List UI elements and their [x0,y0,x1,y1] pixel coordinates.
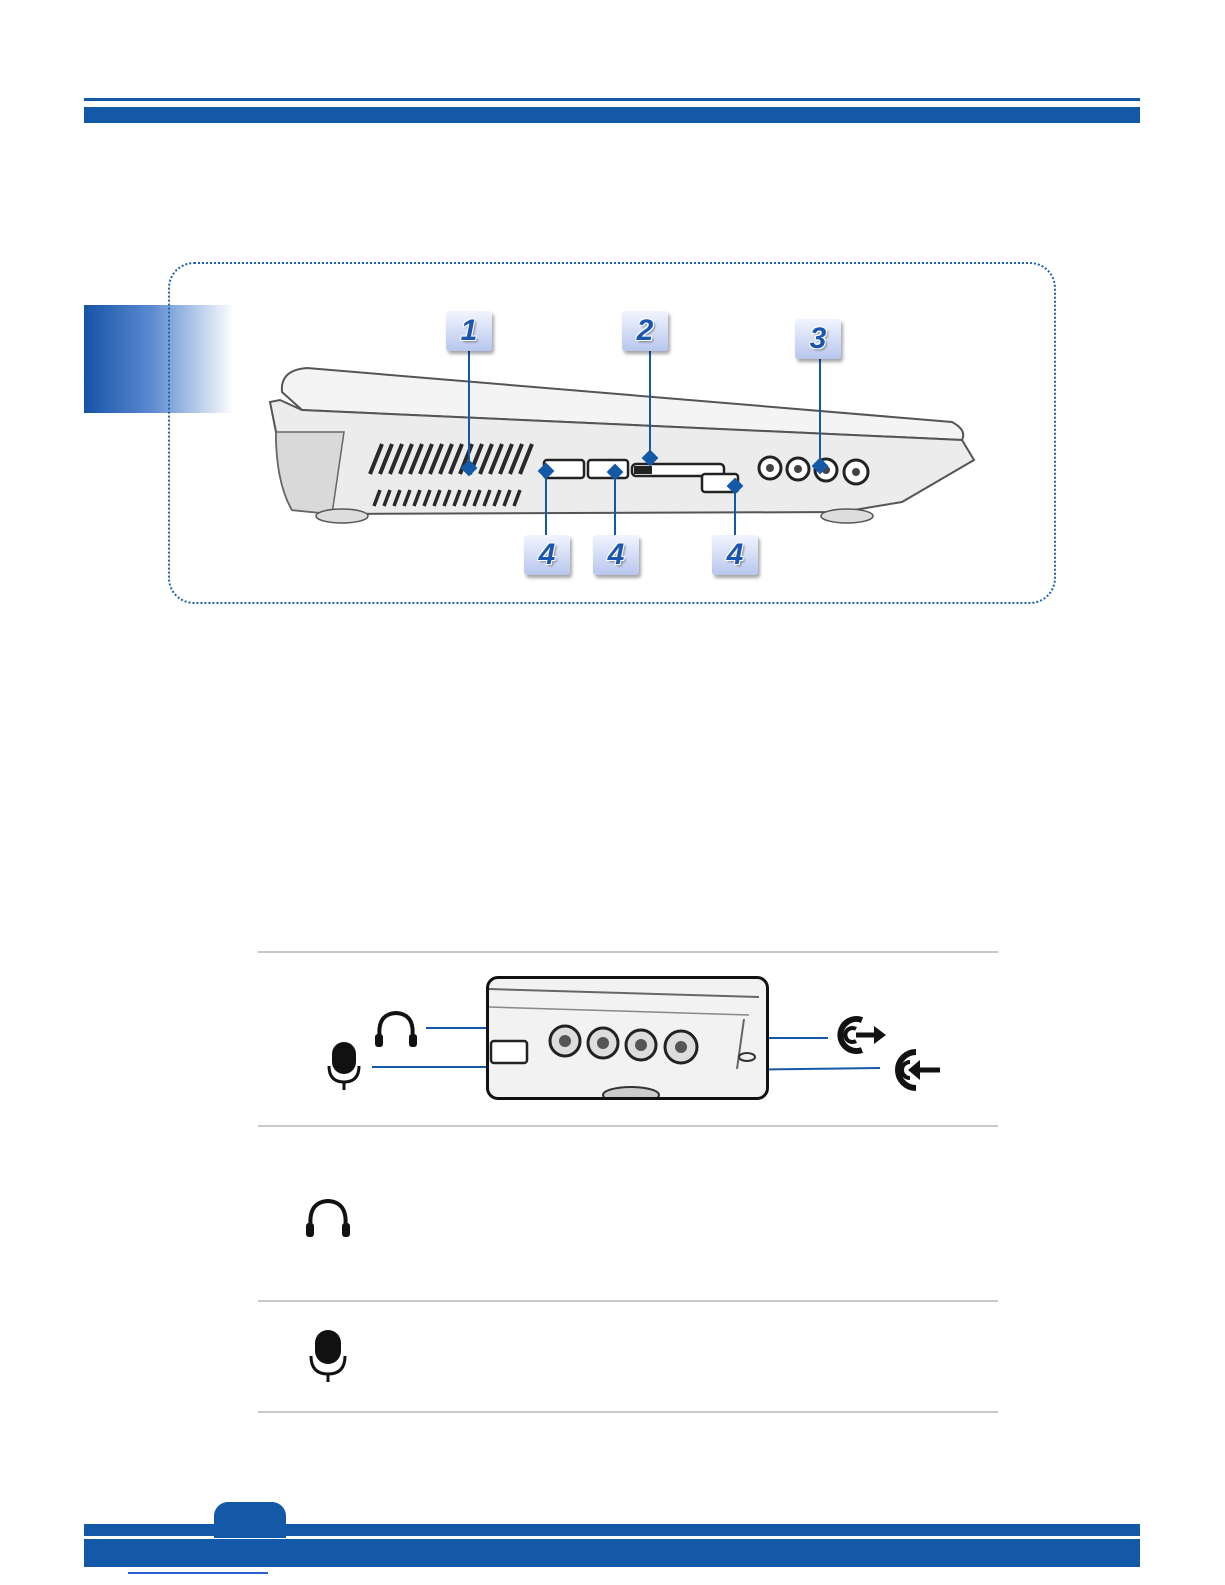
microphone-icon [326,1040,362,1092]
footer-link-underline[interactable] [128,1572,268,1574]
callout-tag-2: 2 [622,311,668,351]
table-rule [258,1125,998,1127]
usb-port [702,474,738,492]
table-row-headphone-icon [303,1196,353,1240]
callout-tag-4-usb-1: 4 [524,535,570,575]
header-rule-thin [84,98,1140,101]
usb-port [588,460,628,478]
callout-tag-4-usb-3: 4 [712,535,758,575]
footer-band [84,1539,1140,1567]
usb-port [544,460,584,478]
table-rule-top [258,951,998,953]
callout-tag-1: 1 [446,311,492,351]
footer-rule [84,1524,1140,1536]
audio-jack-closeup [486,976,769,1100]
header-rule-thick [84,107,1140,123]
table-rule-bottom [258,1411,998,1413]
audio-in-icon [890,1046,944,1094]
table-rule [258,1300,998,1302]
laptop-side-view [262,362,977,527]
callout-tag-4-usb-2: 4 [593,535,639,575]
headphone-icon [372,1008,420,1050]
audio-out-icon [834,1012,888,1058]
table-row-microphone-icon [308,1328,348,1384]
callout-tag-3: 3 [795,319,841,359]
